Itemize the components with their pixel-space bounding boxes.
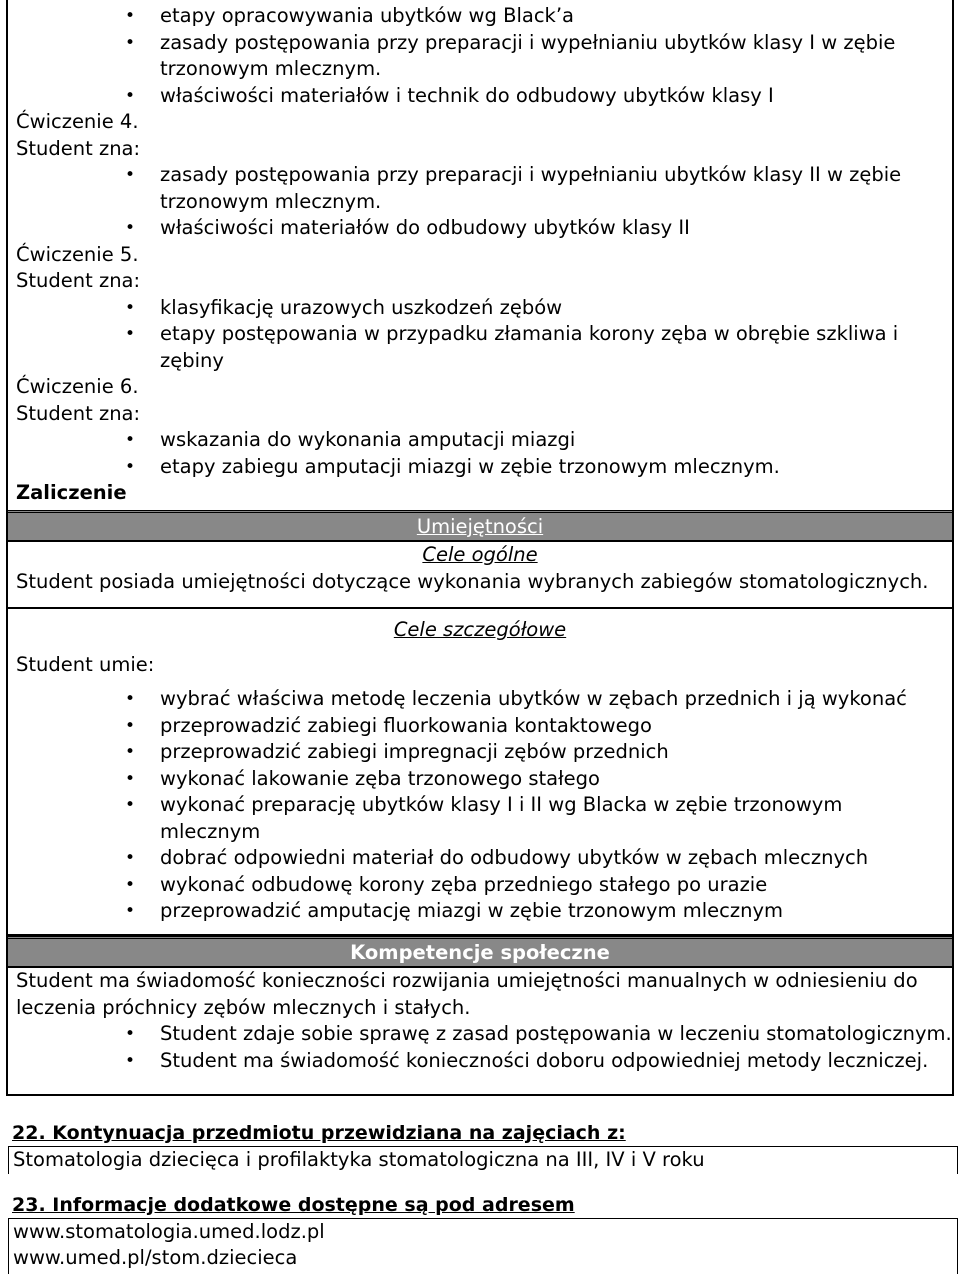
list-item: • Student zdaje sobie sprawę z zasad postępowania w leczeniu stomatologicznym. (8, 1021, 952, 1048)
link-stomatologia[interactable]: www.stomatologia.umed.lodz.pl (13, 1220, 325, 1243)
exercise-4-student: Student zna: (16, 136, 141, 160)
course-content-box (6, 0, 954, 510)
skills-box (6, 510, 954, 936)
list-item: • etapy zabiegu amputacji miazgi w zębie trzonowym mlecznym. (8, 454, 952, 481)
social-list (8, 1021, 952, 1074)
section-23-box (8, 1218, 958, 1274)
section-23-title: 23. Informacje dodatkowe dostępne są pod adresem (12, 1194, 575, 1216)
list-item: • wykonać odbudowę korony zęba przedniego stałego po urazie (8, 872, 952, 899)
skills-list (8, 686, 952, 925)
general-goals-title: Cele ogólne (422, 543, 538, 566)
list-item: • wybrać właściwa metodę leczenia ubytków w zębach przednich i ją wykonać (8, 686, 952, 713)
exercise-5-student: Student zna: (16, 269, 141, 292)
section-22-value: Stomatologia dziecięca i profilaktyka stomatologiczna na III, IV i V roku (13, 1148, 705, 1171)
list-topics-c (8, 295, 952, 375)
section-22-title: 22. Kontynuacja przedmiotu przewidziana na zajęciach z: (12, 1122, 626, 1144)
list-item: • etapy postępowania w przypadku złamania korony zęba w obrębie szkliwa i zębiny (8, 321, 952, 374)
exercise-5-label: Ćwiczenie 5. (16, 242, 139, 266)
list-item: • dobrać odpowiedni materiał do odbudowy ubytków w zębach mlecznych (8, 845, 952, 872)
general-goals-text: Student posiada umiejętności dotyczące wykonania wybranych zabiegów stomatologicznych. (16, 569, 929, 593)
list-topics-a (8, 3, 952, 109)
social-competences-box (6, 936, 954, 1096)
exercise-6-label: Ćwiczenie 6. (16, 375, 139, 398)
social-text: Student ma świadomość konieczności rozwijania umiejętności manualnych w odniesieniu do leczenia próchnicy zębów mlecznych i stałych. (16, 969, 918, 1019)
list-item: • przeprowadzić zabiegi impregnacji zębów przednich (8, 739, 952, 766)
divider (8, 607, 952, 609)
list-item: • wykonać preparację ubytków klasy I i II wg Blacka w zębie trzonowym mlecznym (8, 792, 952, 845)
list-item: • wykonać lakowanie zęba trzonowego stałego (8, 766, 952, 793)
skills-header: Umiejętności (8, 510, 952, 542)
list-item: • etapy opracowywania ubytków wg Black’a (8, 3, 952, 30)
list-item: • klasyfikację urazowych uszkodzeń zębów (8, 295, 952, 322)
list-item: • właściwości materiałów i technik do odbudowy ubytków klasy I (8, 83, 952, 110)
student-can-label: Student umie: (16, 652, 155, 676)
exercise-6-student: Student zna: (16, 401, 141, 425)
list-item: • przeprowadzić amputację miazgi w zębie trzonowym mlecznym (8, 898, 952, 925)
list-topics-d (8, 427, 952, 480)
list-item: • właściwości materiałów do odbudowy ubytków klasy II (8, 215, 952, 242)
list-topics-b (8, 162, 952, 242)
section-22-box (8, 1146, 958, 1174)
list-item: • Student ma świadomość konieczności doboru odpowiedniej metody leczniczej. (8, 1048, 952, 1075)
social-header: Kompetencje społeczne (8, 936, 952, 968)
link-umed-stom[interactable]: www.umed.pl/stom.dzieciecа (13, 1246, 298, 1269)
list-item: • zasady postępowania przy preparacji i wypełnianiu ubytków klasy II w zębie trzonowym mlecznym. (8, 162, 952, 215)
list-item: • przeprowadzić zabiegi fluorkowania kontaktowego (8, 713, 952, 740)
zaliczenie-label: Zaliczenie (16, 481, 127, 504)
list-item: • zasady postępowania przy preparacji i wypełnianiu ubytków klasy I w zębie trzonowym mlecznym. (8, 30, 952, 83)
list-item: • wskazania do wykonania amputacji miazgi (8, 427, 952, 454)
detailed-goals-title: Cele szczegółowe (393, 618, 567, 641)
exercise-4-label: Ćwiczenie 4. (16, 110, 139, 133)
